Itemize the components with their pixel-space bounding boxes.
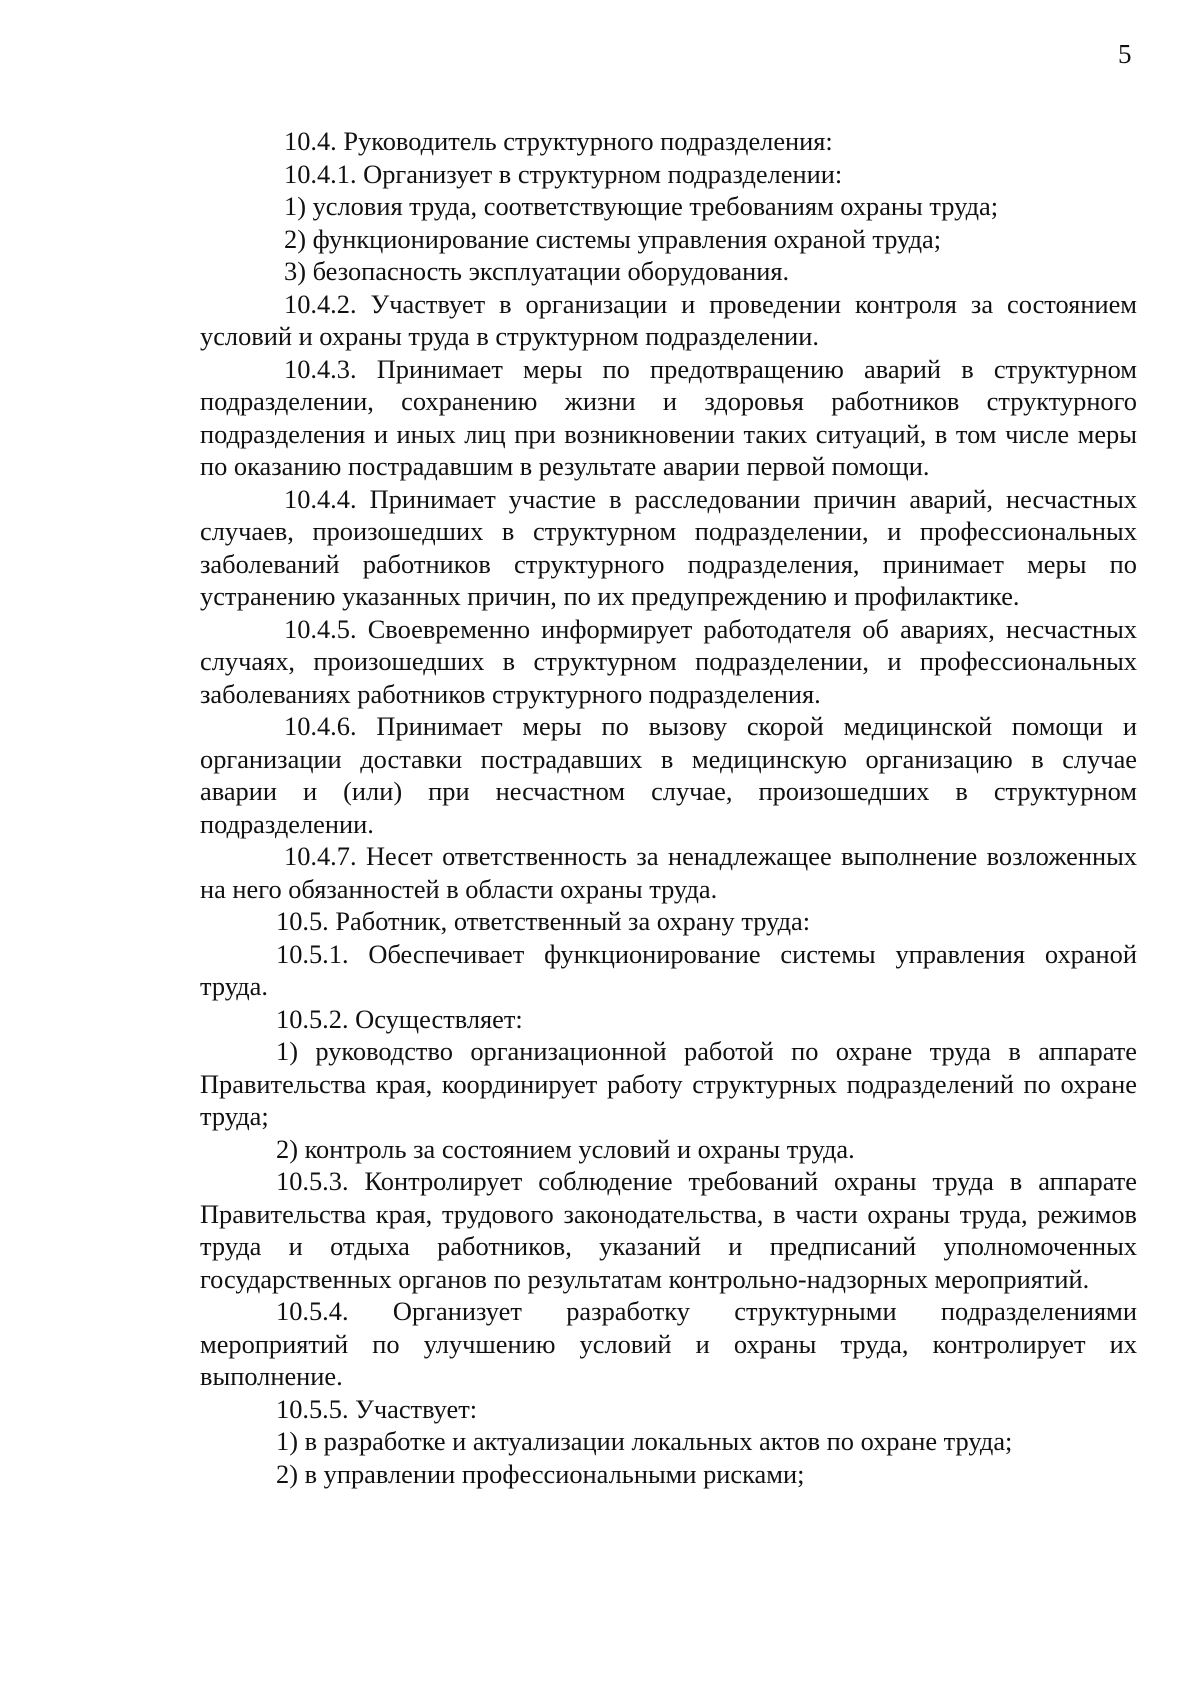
paragraph-10-5-5: 10.5.5. Участвует: — [276, 1393, 478, 1424]
paragraph-10-4-4: 10.4.4. Принимает участие в расследовании причин аварий, несчастных случаев, произошедших в структурном подразделении, и профессиональных заболеваний работников структурного подразделения, принимает меры по устранению указанных причин, по их предупреждению и профилактике. — [200, 483, 1137, 611]
list-item-10-4-1-2: 2) функционирование системы управления охраной труда; — [284, 223, 942, 254]
paragraph-10-5-4: 10.5.4. Организует разработку структурными подразделениями мероприятий по улучшению условий и охраны труда, контролирует их выполнение. — [200, 1296, 1137, 1391]
paragraph-10-4-3: 10.4.3. Принимает меры по предотвращению аварий в структурном подразделении, сохранению жизни и здоровья работников структурного подразделения и иных лиц при возникновении таких ситуаций, в том числе меры по оказанию пострадавшим в результате аварии первой помощи. — [200, 353, 1137, 481]
list-item-10-5-5-2: 2) в управлении профессиональными рисками; — [276, 1458, 805, 1489]
list-item-10-5-2-2: 2) контроль за состоянием условий и охраны труда. — [276, 1133, 855, 1164]
paragraph-10-4-5: 10.4.5. Своевременно информирует работодателя об авариях, несчастных случаях, произошедших в структурном подразделении, и профессиональных заболеваниях работников структурного подразделения. — [200, 613, 1137, 709]
paragraph-10-5-3: 10.5.3. Контролирует соблюдение требований охраны труда в аппарате Правительства края, трудового законодательства, в части охраны труда, режимов труда и отдыха работников, указаний и предписаний уполномоченных государственных органов по результатам контрольно-надзорных мероприятий. — [200, 1166, 1137, 1294]
document-body — [200, 125, 1137, 1490]
paragraph-10-5: 10.5. Работник, ответственный за охрану труда: — [276, 906, 811, 936]
paragraph-10-5-1: 10.5.1. Обеспечивает функционирование системы управления охраной труда. — [200, 938, 1137, 1001]
paragraph-10-5-2: 10.5.2. Осуществляет: — [276, 1003, 523, 1034]
paragraph-10-4-7: 10.4.7. Несет ответственность за ненадлежащее выполнение возложенных на него обязанностей в области охраны труда. — [200, 841, 1137, 904]
page-number: 5 — [1118, 39, 1132, 69]
paragraph-10-4-2: 10.4.2. Участвует в организации и проведении контроля за состоянием условий и охраны труда в структурном подразделении. — [200, 288, 1137, 351]
list-item-10-5-2-1: 1) руководство организационной работой по охране труда в аппарате Правительства края, координирует работу структурных подразделений по охране труда; — [200, 1036, 1137, 1131]
paragraph-10-4-1: 10.4.1. Организует в структурном подразделении: — [284, 158, 843, 189]
list-item-10-4-1-1: 1) условия труда, соответствующие требованиям охраны труда; — [284, 191, 999, 221]
paragraph-10-4-6: 10.4.6. Принимает меры по вызову скорой медицинской помощи и организации доставки пострадавших в медицинскую организацию в случае аварии и (или) при несчастном случае, произошедших в структурном подразделении. — [200, 711, 1137, 839]
list-item-10-4-1-3: 3) безопасность эксплуатации оборудования. — [284, 256, 790, 286]
list-item-10-5-5-1: 1) в разработке и актуализации локальных актов по охране труда; — [276, 1426, 1013, 1456]
paragraph-10-4: 10.4. Руководитель структурного подразделения: — [284, 126, 833, 156]
